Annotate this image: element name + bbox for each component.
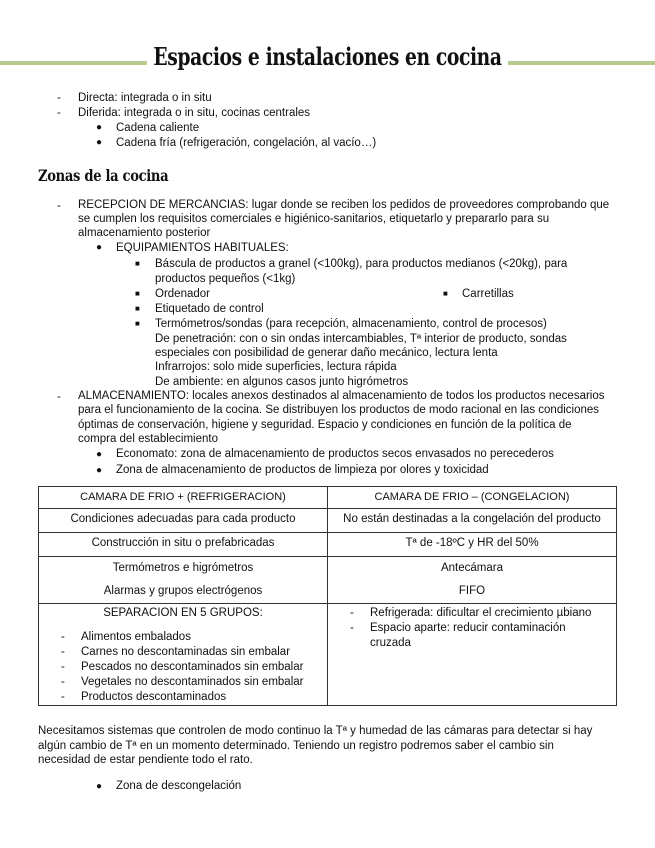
list-item-text: Productos descontaminados — [81, 691, 227, 703]
paragraph-line-2: algún cambio de Tª en un momento determinado. Teniendo un registro podremos saber el cambio sin — [38, 740, 554, 752]
list-item — [332, 621, 612, 636]
intro-item-2: Diferida: integrada o in situ, cocinas centrales — [78, 107, 311, 119]
table-cell: Construcción in situ o prefabricadas — [39, 533, 328, 557]
almacen-line-3: óptimas de conservación, higiene y seguridad. Espacio y condiciones en función de la política de — [78, 419, 572, 431]
table-cell-congelacion-notes — [328, 604, 617, 706]
table-row — [39, 604, 617, 706]
dash-bullet: - — [350, 622, 354, 634]
equip-termometros-1: Termómetros/sondas (para recepción, almacenamiento, control de procesos) — [155, 318, 547, 330]
last-item: Zona de descongelación — [116, 780, 242, 792]
almacen-line-1: ALMACENAMIENTO: locales anexos destinados al almacenamiento de todos los productos necesarios — [78, 390, 605, 402]
dash-bullet: - — [57, 391, 61, 403]
almacen-subitem-2: Zona de almacenamiento de productos de limpieza por olores y toxicidad — [116, 464, 489, 476]
round-bullet: ● — [96, 122, 103, 133]
intro-subitem-1: Cadena caliente — [116, 122, 200, 134]
equip-termometros-5: De ambiente: en algunos casos junto higrómetros — [155, 376, 409, 388]
table-cell: No están destinadas a la congelación del producto — [328, 509, 617, 533]
page-title — [72, 42, 583, 71]
table-header-row — [39, 487, 617, 509]
dash-bullet: - — [61, 676, 65, 688]
paragraph-line-3: necesidad de estar pendiente todo el rato. — [38, 754, 253, 766]
table-cell — [39, 557, 328, 604]
table-cell: Tª de -18ºC y HR del 50% — [328, 533, 617, 557]
table-cell-separacion — [39, 604, 328, 706]
list-item — [43, 660, 323, 675]
equip-etiquetado: Etiquetado de control — [155, 303, 264, 315]
table-cell — [328, 557, 617, 604]
sep-title: SEPARACION EN 5 GRUPOS: — [103, 607, 263, 619]
round-bullet: ● — [96, 242, 103, 253]
round-bullet: ● — [96, 449, 103, 460]
intro-subitem-2: Cadena fría (refrigeración, congelación, al vacío…) — [116, 137, 377, 149]
list-item-text: Vegetales no descontaminados sin embalar — [81, 676, 304, 688]
dash-bullet: - — [61, 691, 65, 703]
square-bullet: ■ — [135, 289, 140, 298]
title-row — [0, 42, 655, 78]
list-item-continuation: cruzada — [370, 637, 411, 649]
round-bullet: ● — [96, 781, 103, 792]
dash-bullet: - — [57, 92, 61, 104]
dash-bullet: - — [61, 646, 65, 658]
almacen-subitem-1: Economato: zona de almacenamiento de productos secos envasados no perecederos — [116, 448, 554, 460]
equip-termometros-2: De penetración: con o sin ondas intercambiables, Tª interior de producto, sondas — [155, 333, 567, 345]
table-cell-line: Termómetros e higrómetros — [112, 562, 254, 574]
equip-ordenador: Ordenador — [155, 288, 210, 300]
almacen-line-2: para el funcionamiento de la cocina. Se distribuyen los productos de modo racional en las condiciones — [78, 404, 600, 416]
list-item-text: Espacio aparte: reducir contaminación — [370, 622, 566, 634]
spacer — [43, 621, 323, 630]
list-item — [43, 675, 323, 690]
dash-bullet: - — [57, 200, 61, 212]
table-row — [39, 509, 617, 533]
almacen-line-4: compra del establecimiento — [78, 433, 218, 445]
equip-label: EQUIPAMIENTOS HABITUALES: — [116, 242, 289, 254]
page-title-text: Espacios e instalaciones en cocina — [147, 42, 508, 71]
recepcion-line-2: se cumplen los requisitos comerciales e higiénico-sanitarios, etiquetarlo y prepararlo para su — [78, 213, 550, 225]
table-cell: Condiciones adecuadas para cada producto — [39, 509, 328, 533]
equip-carretillas: Carretillas — [462, 288, 514, 300]
recepcion-line-3: almacenamiento posterior — [78, 227, 211, 239]
list-item — [43, 690, 323, 705]
square-bullet: ■ — [135, 304, 140, 313]
list-item-text: Refrigerada: dificultar el crecimiento µbiano — [370, 607, 592, 619]
list-item-text: Carnes no descontaminadas sin embalar — [81, 646, 291, 658]
table-cell-line: Alarmas y grupos electrógenos — [103, 585, 263, 597]
round-bullet: ● — [96, 465, 103, 476]
table-header-congelacion: CAMARA DE FRIO – (CONGELACION) — [328, 487, 617, 509]
equip-termometros-3: especiales con posibilidad de generar daño mecánico, lectura lenta — [155, 347, 498, 359]
equip-bascula-1: Báscula de productos a granel (<100kg), para productos medianos (<20kg), para — [155, 258, 568, 270]
square-bullet: ■ — [443, 289, 448, 298]
table-row — [39, 557, 617, 604]
list-item — [332, 606, 612, 621]
intro-item-1: Directa: integrada o in situ — [78, 92, 212, 104]
square-bullet: ■ — [135, 259, 140, 268]
list-item-text: Alimentos embalados — [81, 631, 191, 643]
dash-bullet: - — [350, 607, 354, 619]
table-row — [39, 533, 617, 557]
equip-termometros-4: Infrarrojos: solo mide superficies, lectura rápida — [155, 361, 397, 373]
camara-frio-table — [38, 486, 617, 706]
square-bullet: ■ — [135, 319, 140, 328]
table-cell-line: Antecámara — [440, 562, 503, 574]
list-item — [43, 630, 323, 645]
dash-bullet: - — [61, 631, 65, 643]
recepcion-line-1: RECEPCION DE MERCANCIAS: lugar donde se reciben los pedidos de proveedores comprobando que — [78, 199, 610, 211]
equip-bascula-2: productos pequeños (<1kg) — [155, 273, 296, 285]
table-cell-line: FIFO — [458, 585, 486, 597]
dash-bullet: - — [61, 661, 65, 673]
table-header-refrigeracion: CAMARA DE FRIO + (REFRIGERACION) — [39, 487, 328, 509]
dash-bullet: - — [57, 107, 61, 119]
round-bullet: ● — [96, 137, 103, 148]
zonas-heading: Zonas de la cocina — [38, 166, 169, 185]
list-item-text: Pescados no descontaminados sin embalar — [81, 661, 304, 673]
paragraph-line-1: Necesitamos sistemas que controlen de modo continuo la Tª y humedad de las cámaras para detectar si hay — [38, 725, 593, 737]
list-item — [43, 645, 323, 660]
